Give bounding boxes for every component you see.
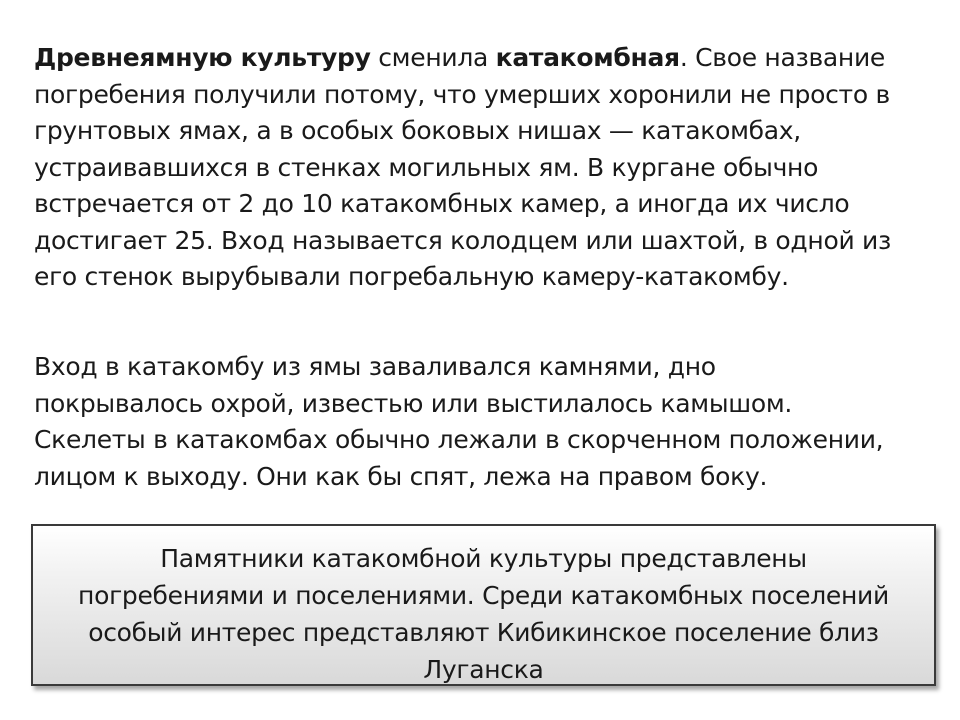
callout-line: Луганска — [423, 655, 544, 684]
paragraph-line: Скелеты в катакомбах обычно лежали в скорченном положении, — [34, 425, 884, 454]
paragraph-line: его стенок вырубывали погребальную камеру-катакомбу. — [34, 262, 789, 291]
paragraph-line: Вход в катакомбу из ямы заваливался камнями, дно — [34, 352, 716, 381]
paragraph-line: устраивавшихся в стенках могильных ям. В кургане обычно — [34, 152, 819, 182]
text-fragment: сменила — [370, 43, 496, 72]
paragraph-line: лицом к выходу. Они как бы спят, лежа на правом боку. — [34, 461, 768, 491]
main-paragraph — [34, 40, 934, 296]
callout-line: Памятники катакомбной культуры представлены — [160, 544, 807, 573]
second-paragraph — [34, 349, 934, 495]
callout-line: погребениями и поселениями. Среди катакомбных поселений — [78, 581, 889, 610]
paragraph-line: достигает 25. Вход называется колодцем или шахтой, в одной из — [34, 225, 891, 255]
bold-term-catacomb: катакомбная — [495, 43, 680, 72]
bold-term-ancient-pit-culture: Древнеямную культуру — [34, 43, 371, 72]
paragraph-line: погребения получили потому, что умерших хоронили не просто в — [34, 79, 890, 109]
paragraph-line: грунтовых ямах, а в особых боковых нишах — катакомбах, — [34, 116, 801, 145]
callout-box — [31, 524, 936, 686]
callout-line: особый интерес представляют Кибикинское поселение близ — [88, 618, 879, 647]
paragraph-line: встречается от 2 до 10 катакомбных камер, а иногда их число — [34, 189, 850, 218]
paragraph-line: покрывалось охрой, известью или выстилалось камышом. — [34, 388, 793, 418]
text-fragment: . Свое название — [679, 43, 886, 72]
paragraph-line — [34, 40, 934, 77]
